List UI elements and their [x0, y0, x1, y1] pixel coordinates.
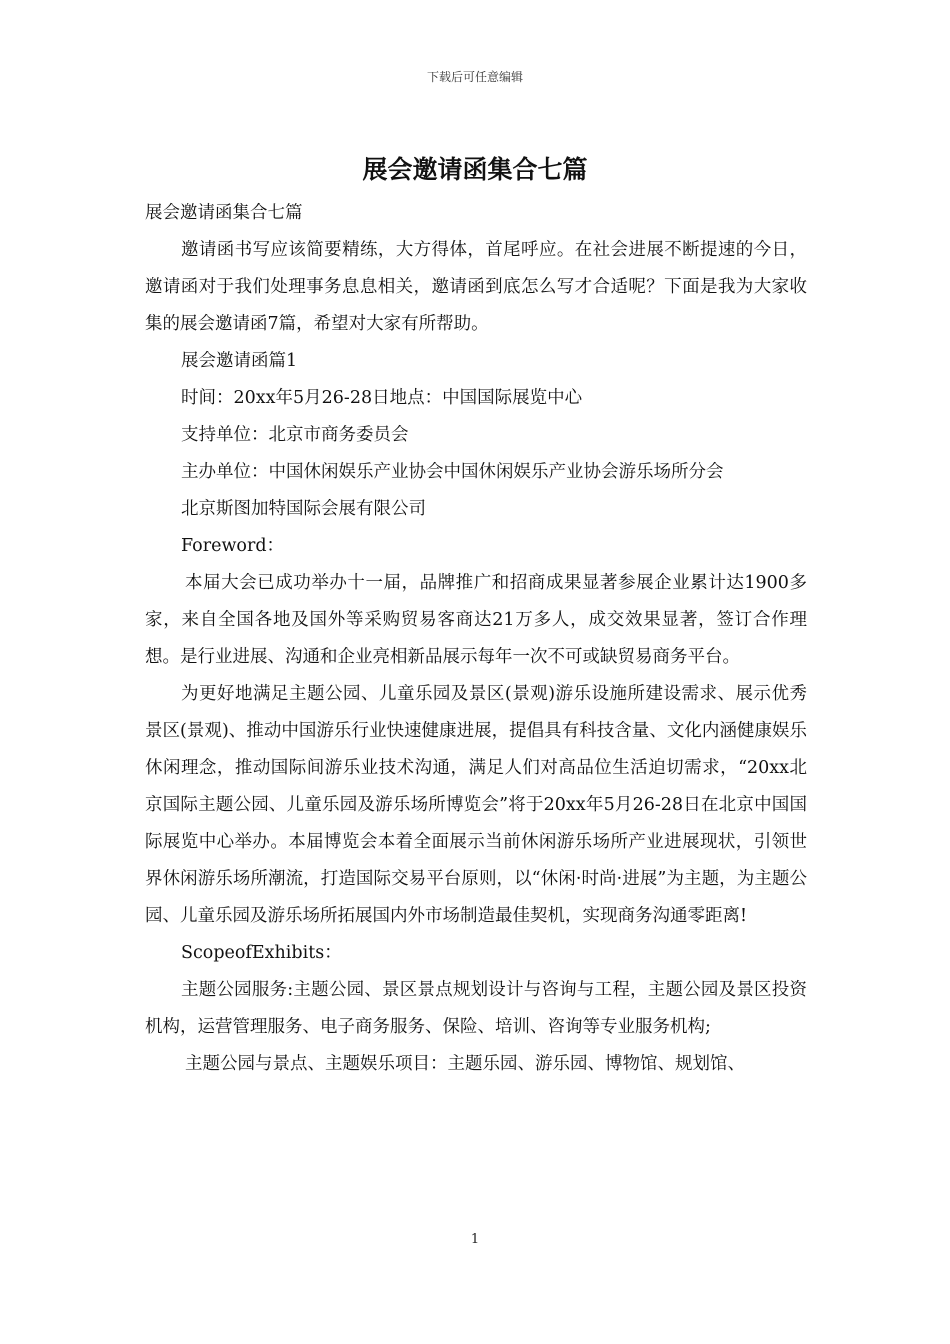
foreword-paragraph: 本届大会已成功举办十一届，品牌推广和招商成果显著参展企业累计达1900多家，来自全国各地及国外等采购贸易客商达21万多人，成交效果显著，签订合作理想。是行业进展、沟通和企业亮相新品展示每年一次不可或缺贸易商务平台。	[145, 573, 807, 667]
section-heading: 展会邀请函篇1	[181, 351, 298, 371]
scope-service-paragraph: 主题公园服务:主题公园、景区景点规划设计与咨询与工程，主题公园及景区投资机构，运营管理服务、电子商务服务、保险、培训、咨询等专业服务机构;	[145, 980, 807, 1037]
document-body	[145, 195, 807, 1083]
intro-paragraph: 邀请函书写应该简要精练，大方得体，首尾呼应。在社会进展不断提速的今日，邀请函对于我们处理事务息息相关，邀请函到底怎么写才合适呢？下面是我为大家收集的展会邀请函7篇，希望对大家有所帮助。	[145, 240, 807, 334]
organizer-line: 主办单位：中国休闲娱乐产业协会中国休闲娱乐产业协会游乐场所分会	[181, 462, 724, 482]
page-header-note: 下载后可任意编辑	[426, 70, 523, 84]
document-title: 展会邀请函集合七篇	[362, 155, 588, 184]
subtitle-paragraph: 展会邀请函集合七篇	[145, 203, 303, 223]
page-number: 1	[470, 1232, 480, 1247]
purpose-paragraph: 为更好地满足主题公园、儿童乐园及景区(景观)游乐设施所建设需求、展示优秀景区(景观)、推动中国游乐行业快速健康进展，提倡具有科技含量、文化内涵健康娱乐休闲理念，推动国际间游乐业技术沟通，满足人们对高品位生活迫切需求，“20xx北京国际主题公园、儿童乐园及游乐场所博览会”将于20xx年5月26-28日在北京中国国际展览中心举办。本届博览会本着全面展示当前休闲游乐场所产业进展现状，引领世界休闲游乐场所潮流，打造国际交易平台原则，以“休闲·时尚·进展”为主题，为主题公园、儿童乐园及游乐场所拓展国内外市场制造最佳契机，实现商务沟通零距离!	[145, 684, 807, 926]
support-unit-line: 支持单位：北京市商务委员会	[181, 425, 409, 445]
scope-parks-paragraph: 主题公园与景点、主题娱乐项目：主题乐园、游乐园、博物馆、规划馆、	[185, 1054, 745, 1074]
time-location-line: 时间：20xx年5月26-28日地点：中国国际展览中心	[181, 388, 583, 408]
scope-heading: ScopeofExhibits：	[181, 943, 342, 963]
organizer-company-line: 北京斯图加特国际会展有限公司	[181, 499, 426, 519]
foreword-heading: Foreword：	[181, 536, 285, 556]
